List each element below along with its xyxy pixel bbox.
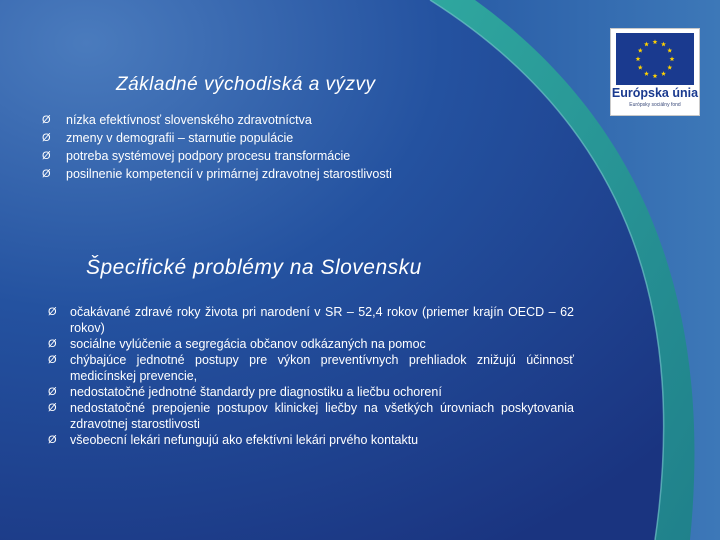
eu-fund-label: Európsky sociálny fond: [629, 102, 681, 108]
list-item-text: nízka efektívnosť slovenského zdravotníctva: [66, 113, 312, 127]
arrow-bullet-icon: Ø: [48, 402, 57, 414]
list-item-text: potreba systémovej podpory procesu transformácie: [66, 149, 351, 163]
eu-flag-icon: [616, 33, 694, 85]
arrow-bullet-icon: Ø: [42, 132, 51, 144]
list-item-text: chýbajúce jednotné postupy pre výkon preventívnych prehliadok znižujú účinnosť medicínskej prevencie,: [70, 353, 574, 383]
list-item-text: nedostatočné jednotné štandardy pre diagnostiku a liečbu ochorení: [70, 385, 442, 399]
list-item-text: nedostatočné prepojenie postupov klinickej liečby na všetkých úrovniach poskytovania zdravotnej starostlivosti: [70, 401, 574, 431]
list-item: [48, 352, 574, 384]
arrow-bullet-icon: Ø: [42, 150, 51, 162]
section-title-challenges: Základné východiská a výzvy: [116, 74, 376, 95]
list-item-text: zmeny v demografii – starnutie populácie: [66, 131, 294, 145]
list-item: [42, 165, 482, 183]
arrow-bullet-icon: Ø: [48, 338, 57, 350]
arrow-bullet-icon: Ø: [42, 114, 51, 126]
list-item-text: všeobecní lekári nefungujú ako efektívni lekári prvého kontaktu: [70, 433, 419, 447]
list-item: [48, 384, 574, 400]
list-item: [48, 336, 574, 352]
challenges-list: [42, 111, 482, 183]
eu-logo: [610, 28, 700, 116]
arrow-bullet-icon: Ø: [42, 168, 51, 180]
eu-name: Európska únia: [611, 86, 699, 100]
list-item-text: očakávané zdravé roky života pri narodení v SR – 52,4 rokov (priemer krajín OECD – 62 rokov): [70, 305, 574, 335]
arrow-bullet-icon: Ø: [48, 434, 57, 446]
list-item: [42, 147, 482, 165]
list-item-text: sociálne vylúčenie a segregácia občanov odkázaných na pomoc: [70, 337, 426, 351]
list-item-text: posilnenie kompetencií v primárnej zdravotnej starostlivosti: [66, 167, 392, 181]
arrow-bullet-icon: Ø: [48, 386, 57, 398]
list-item: [48, 304, 574, 336]
list-item: [42, 129, 482, 147]
section-title-problems: Špecifické problémy na Slovensku: [86, 256, 422, 279]
list-item: [48, 400, 574, 432]
list-item: [48, 432, 574, 448]
list-item: [42, 111, 482, 129]
problems-list: [48, 304, 574, 448]
arrow-bullet-icon: Ø: [48, 306, 57, 318]
arrow-bullet-icon: Ø: [48, 354, 57, 366]
